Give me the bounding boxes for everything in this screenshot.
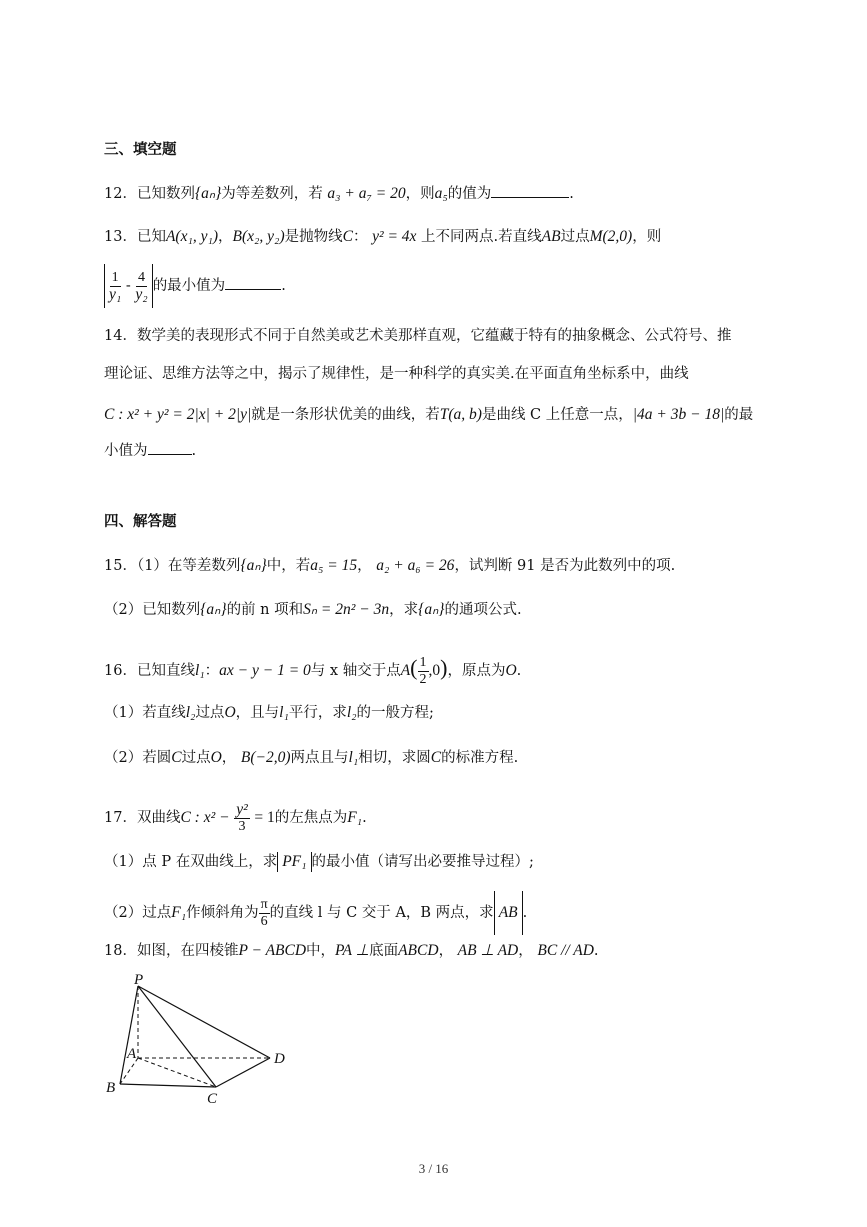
q13-end: . [281,278,286,294]
q16-line-l1: l₁ [348,749,359,766]
q16-text-2: 与 x 轴交于点 [310,663,401,679]
q14-text-2: 是曲线 C 上任意一点， [481,407,633,423]
q13-text-2: 上不同两点.若直线 [421,229,542,245]
q16-circle: C [171,749,182,766]
vertex-label-c: C [207,1091,218,1107]
q16-origin: O [224,704,236,721]
q18-condition-2: AB ⊥ AD [457,942,519,959]
q16-text-13: 的标准方程. [441,750,519,766]
q16-colon: ： [204,663,220,679]
q18-text-3: 底面 [369,943,399,959]
q18-end: . [593,943,599,959]
question-18 [104,941,599,961]
q15-sep: ， [357,558,372,574]
q12-condition: a₃ + a₇ = 20 [327,185,406,202]
fraction-numerator: 1 [419,654,427,670]
q16-end: . [516,663,522,679]
q13-text-4: ，则 [632,229,662,245]
fraction-denominator: 3 [238,818,246,834]
answer-blank[interactable] [225,275,281,290]
fraction-numerator: π [260,896,268,912]
q12-text-3: 的值为 [447,186,492,202]
q15-text-7: 的通项公式. [444,602,522,618]
q15-seq: {aₙ} [200,601,227,618]
q13-text-3: 过点 [560,229,590,245]
minus-sign: - [121,278,136,294]
question-12 [104,183,574,204]
pyramid-figure [100,972,300,1107]
q18-condition-3: BC // AD [537,942,594,959]
q13-line: AB [541,228,561,245]
q14-text-4: 小值为 [104,443,148,459]
q17-end: . [362,810,367,826]
q13-sep: ， [218,229,233,245]
q14-expression: |4a + 3b − 18| [632,406,725,423]
q15-seq: {aₙ} [240,557,267,574]
q13-point-a: A(x₁, y₁) [165,228,219,245]
question-14-line-3 [104,405,753,425]
q16-circle: C [430,749,442,766]
answer-blank[interactable] [148,440,192,455]
q16-text-3: ，原点为 [447,663,506,679]
edge-pc [138,986,216,1087]
q16-text-5: 过点 [195,705,225,721]
q17-text-6: 作倾斜角为 [186,905,259,921]
q15-sn: Sₙ = 2n² − 3n [303,601,390,618]
question-14-line-2: 理论证、思维方法等之中，揭示了规律性，是一种科学的真实美.在平面直角坐标系中，曲线 [104,366,689,382]
q16-line-l2: l₂ [185,704,196,721]
vertex-label-d: D [274,1051,285,1067]
fraction-denominator: y₂ [135,285,148,303]
q16-sep: ， [221,750,237,766]
q17-focus: F₁ [347,809,363,826]
q14-text: 就是一条形状优美的曲线，若 [251,407,440,423]
q16-line-l2: l₂ [346,704,357,721]
q13-point-m: M(2,0) [589,228,633,245]
page-number: 3 / 16 [418,1161,449,1176]
q16-text-11: 两点且与 [290,750,349,766]
q16-origin: O [505,662,517,679]
question-17 [104,796,367,840]
q14-point: T(a, b) [439,406,482,423]
fraction-denominator: 6 [260,913,268,929]
fraction-numerator: 4 [138,269,146,285]
q18-text: 18．如图，在四棱锥 [104,943,239,959]
q15-text-5: 的前 n 项和 [226,602,304,618]
q15-text: 15．（1）在等差数列 [104,558,241,574]
q12-end: . [569,186,574,202]
q17-end: . [522,905,528,921]
vertex-label-p: P [134,972,144,988]
section-4-title: 四、解答题 [104,513,177,530]
q15-text-4: （2）已知数列 [104,602,201,618]
question-13-line-2 [104,264,286,308]
question-14-line-1: 14．数学美的表现形式不同于自然美或艺术美那样直观，它蕴藏于特有的抽象概念、公式符号、推 [104,328,732,344]
q18-sep: ， [438,943,454,959]
q16-line-l1: l₁ [279,704,289,721]
q13-text: 是抛物线 [284,229,343,245]
q16-text-4: （1）若直线 [104,705,186,721]
q17-text: 17．双曲线 [104,810,181,826]
q16-point-tail: ,0 [428,662,441,679]
q17-ab-abs: AB [494,891,523,935]
question-16-part-1 [104,703,434,723]
q18-base: ABCD [398,942,439,959]
q17-text-5: （2）过点 [104,905,172,921]
q13-abs-expression [104,264,153,308]
q15-text-3: ，试判断 91 是否为此数列中的项. [454,558,676,574]
question-16-part-2 [104,748,518,768]
q15-text-2: 中，若 [266,558,311,574]
answer-blank[interactable] [491,183,569,198]
q18-pyramid: P − ABCD [238,942,307,959]
q16-text-8: 的一般方程; [356,705,434,721]
question-17-part-1 [104,852,534,872]
q14-curve-equation: C : x² + y² = 2|x| + 2|y| [104,406,252,423]
question-13 [104,227,661,247]
question-15-part-1 [104,556,675,576]
q16-text-6: ，且与 [235,705,280,721]
question-16: 16．已知直线l₁：ax − y − 1 = 0与 x 轴交于点A( $\frac{1}{2}$ ,0)，原点为O. [104,654,522,687]
q16-text-10: 过点 [181,750,211,766]
q13-num: 13．已知 [104,229,166,245]
q17-text-4: 的最小值（请写出必要推导过程）; [311,854,534,870]
q16-text: 16．已知直线 [104,663,195,679]
q17-equation-right: = 1 [254,809,275,826]
q18-condition-1: PA ⊥ [335,942,370,959]
q16-point-a: A [400,662,411,679]
q13-point-b: B(x₂, y₂) [232,228,285,245]
q14-end: . [191,443,197,459]
q16-text-12: 相切，求圆 [358,750,431,766]
q15-condition-1: a₅ = 15 [310,557,358,574]
q12-target: a₅ [434,185,448,202]
question-15-part-2 [104,600,522,620]
q16-text-7: 平行，求 [288,705,347,721]
q15-seq: {aₙ} [418,601,445,618]
q14-text-3: 的最 [724,407,754,423]
fraction-numerator: y² [236,800,248,818]
q12-seq: {aₙ} [194,185,222,202]
q16-text-9: （2）若圆 [104,750,172,766]
q12-text-2: ，则 [405,186,435,202]
q13-colon: ： [352,229,368,245]
q16-point-b: B(−2,0) [240,749,291,766]
question-17-part-2 [104,891,527,935]
vertex-label-a: A [127,1046,137,1062]
edge-cd [216,1058,270,1087]
q17-text-7: 的直线 l 与 C 交于 A，B 两点，求 [269,905,494,921]
q12-text: 为等差数列，若 [221,186,323,202]
q17-pf1-abs: PF₁ [277,852,311,872]
q16-origin: O [210,749,222,766]
q12-num: 12．已知数列 [104,186,195,202]
section-3-title: 三、填空题 [104,141,177,158]
q18-sep: ， [518,943,533,959]
q15-text-6: ，求 [389,602,419,618]
edge-pb [120,986,138,1084]
q17-text-3: （1）点 P 在双曲线上，求 [104,854,278,870]
fraction-denominator: y₁ [109,285,122,303]
q18-text-2: 中， [306,943,336,959]
q13-equation: y² = 4x [372,228,417,245]
q13-curve: C [342,228,353,245]
q17-focus: F₁ [171,904,187,921]
q13-text-5: 的最小值为 [152,278,226,294]
vertex-label-b: B [106,1080,116,1096]
question-14-line-4 [104,440,196,461]
edge-pd [138,986,270,1058]
q17-text-2: 的左焦点为 [274,810,348,826]
q17-equation-left: C : x² − [180,809,230,826]
fraction-denominator: 2 [419,671,427,687]
fraction-numerator: 1 [111,269,119,285]
q16-equation: ax − y − 1 = 0 [219,662,311,679]
edge-bc [120,1084,216,1087]
q16-line-l1: l₁ [194,662,205,679]
q15-condition-2: a₂ + a₆ = 26 [376,557,455,574]
